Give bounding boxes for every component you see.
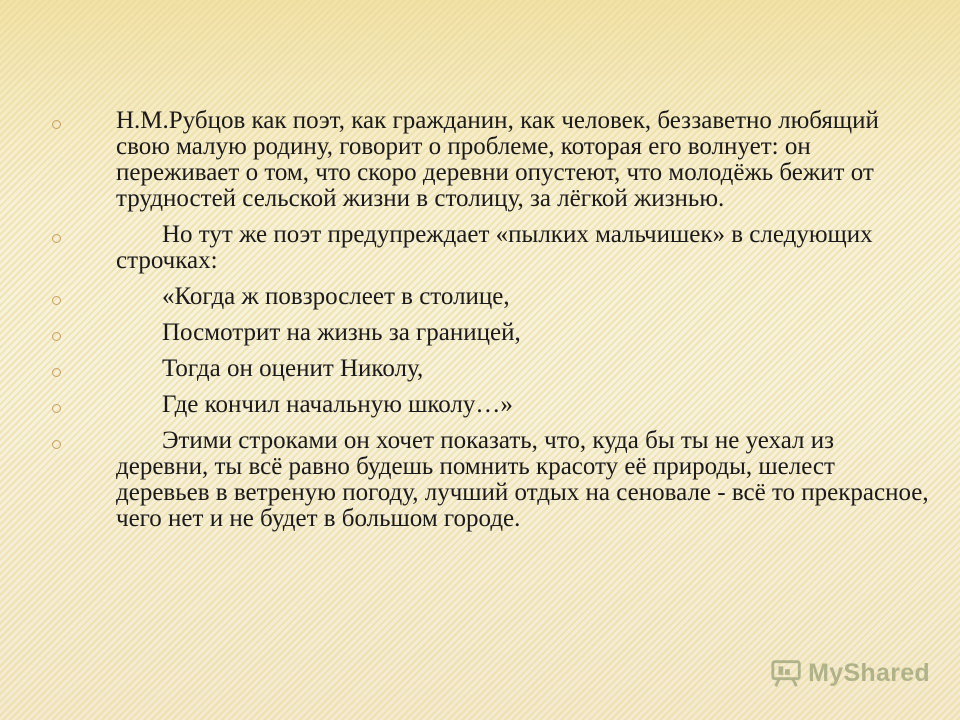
- list-item-text: «Когда ж повзрослеет в столице,: [162, 283, 510, 310]
- list-item-text: Тогда он оценит Николу,: [162, 355, 424, 382]
- list-item: [50, 320, 930, 346]
- bullet-circle-icon: [52, 404, 61, 413]
- bullet-list: [50, 108, 930, 542]
- bullet-circle-icon: [52, 120, 61, 129]
- list-item: [50, 222, 930, 274]
- bullet-circle-icon: [52, 368, 61, 377]
- list-item-text: Этими строками он хочет показать, что, куда бы ты не уехал из деревни, ты всё равно будешь помнить красоту её природы, шелест деревьев в ветреную погоду, лучший отдых на сеновале - всё то прекрасное, чего нет и не будет в большом городе.: [116, 427, 929, 532]
- list-item-text: Посмотрит на жизнь за границей,: [162, 319, 521, 346]
- bullet-circle-icon: [52, 440, 61, 449]
- logo-text: MyShared: [808, 658, 930, 687]
- presentation-board-icon: [770, 658, 802, 688]
- list-item: [50, 108, 930, 212]
- list-item-text: Н.М.Рубцов как поэт, как гражданин, как человек, беззаветно любящий свою малую родину, говорит о проблеме, которая его волнует: он переживает о том, что скоро деревни опустеют, что молодёжь бежит от трудностей сельской жизни в столицу, за лёгкой жизнью.: [116, 107, 879, 212]
- myshared-logo[interactable]: [770, 656, 930, 690]
- list-item: [50, 392, 930, 418]
- bullet-circle-icon: [52, 332, 61, 341]
- list-item: [50, 428, 930, 532]
- list-item-text: Где кончил начальную школу…»: [162, 391, 513, 418]
- list-item: [50, 356, 930, 382]
- list-item-text: Но тут же поэт предупреждает «пылких мальчишек» в следующих строчках:: [116, 221, 873, 274]
- bullet-circle-icon: [52, 234, 61, 243]
- bullet-circle-icon: [52, 296, 61, 305]
- list-item: [50, 284, 930, 310]
